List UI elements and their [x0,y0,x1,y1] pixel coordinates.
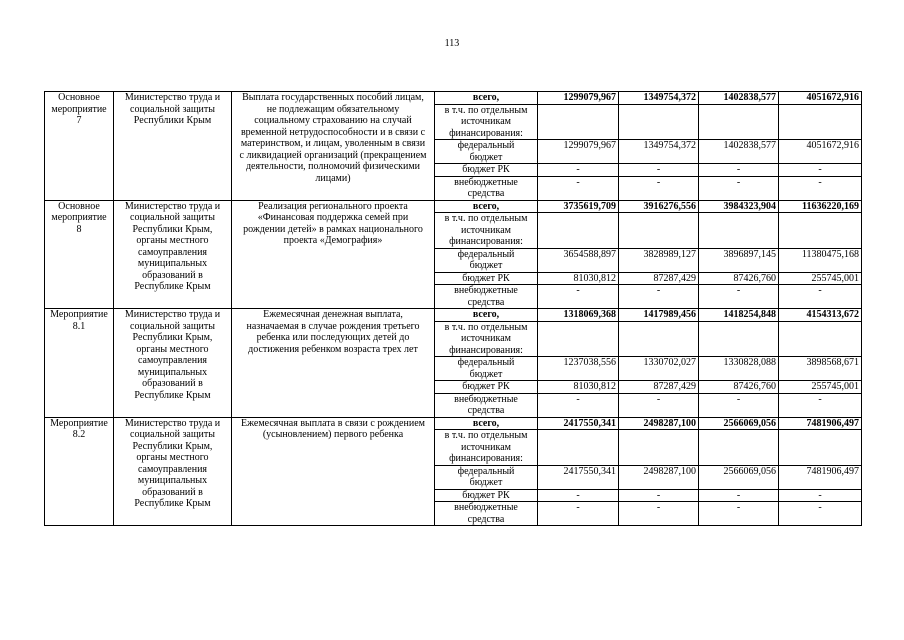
funding-source-line: источникам [461,441,511,453]
funding-source-line: внебюджетные [454,393,518,405]
value-cell: 1237038,556 [538,357,619,381]
value-cell: 3984323,904 [699,200,779,213]
executor-line: самоуправления [137,355,208,366]
description-line: проекта «Демография» [283,235,383,246]
value-cell: 4051672,916 [779,140,862,164]
funding-source-line: бюджет [469,260,503,271]
description-line: с ликвидацией организаций (прекращением [239,149,427,161]
value-cell: - [538,285,619,309]
funding-source-cell [435,164,538,177]
value-cell: - [619,502,699,526]
value-cell: 3916276,556 [619,200,699,213]
funding-source-line: всего, [472,309,500,320]
funding-source-line: бюджет [469,368,503,380]
value-cell: - [779,489,862,502]
description-line: не подлежащим обязательному [266,103,400,115]
funding-source-line: всего, [472,417,500,429]
page-number: 113 [444,38,460,49]
funding-source-line: в т.ч. по отдельным [444,430,528,441]
value-cell [779,321,862,357]
executor-line: Республике Крым [134,498,211,509]
executor-cell [114,309,232,418]
value-cell [779,430,862,466]
value-cell: - [699,164,779,177]
description-line: достижения ребенком возраста трех лет [248,343,418,355]
value-cell: 1349754,372 [619,92,699,105]
executor-line: муниципальных [137,475,208,486]
funding-source-cell [435,309,538,322]
funding-source-line: федеральный [457,357,515,368]
value-cell: 1299079,967 [538,140,619,164]
executor-line: социальной защиты [130,429,215,440]
funding-source-line: бюджет [469,151,503,163]
value-cell: - [619,393,699,417]
activity-number-line: Основное [58,92,100,103]
value-cell: - [779,176,862,200]
value-cell [779,213,862,249]
table-row [45,417,862,430]
funding-source-line: внебюджетные [454,176,518,188]
value-cell: 11636220,169 [779,200,862,213]
value-cell [619,213,699,249]
executor-line: органы местного [136,452,209,463]
funding-source-line: источникам [461,333,511,344]
value-cell: - [699,489,779,502]
value-cell [779,104,862,140]
funding-source-cell [435,430,538,466]
value-cell [538,321,619,357]
funding-source-cell [435,502,538,526]
executor-cell [114,200,232,309]
executor-line: Министерство труда и [124,200,221,212]
table-row [45,200,862,213]
funding-source-cell [435,200,538,213]
funding-source-line: всего, [472,200,500,212]
value-cell [619,104,699,140]
value-cell: 1330828,088 [699,357,779,381]
funding-source-line: в т.ч. по отдельным [444,104,528,116]
activity-number-cell [45,309,114,418]
value-cell [699,321,779,357]
value-cell: 3828989,127 [619,248,699,272]
value-cell: 2498287,100 [619,465,699,489]
activity-number-line: 8.1 [72,320,86,332]
value-cell: 255745,001 [779,272,862,285]
executor-line: образований в [142,486,203,498]
funding-source-line: федеральный [457,140,515,151]
activity-number-line: 8.2 [72,429,86,440]
funding-source-line: средства [467,188,505,199]
activity-number-line: Мероприятие [50,309,108,320]
description-line: социальному страхованию на случай [254,115,412,126]
funding-source-line: бюджет РК [462,272,510,284]
description-line: (усыновлением) первого ребенка [262,429,404,440]
executor-line: социальной защиты [130,103,215,115]
funding-source-cell [435,104,538,140]
value-cell: - [779,285,862,309]
value-cell: - [699,393,779,417]
funding-source-line: финансирования: [449,344,523,356]
description-cell [232,92,435,201]
value-cell: - [619,176,699,200]
value-cell: - [779,393,862,417]
funding-source-cell [435,248,538,272]
funding-source-cell [435,489,538,502]
funding-source-cell [435,381,538,394]
value-cell: 2566069,056 [699,417,779,430]
funding-source-cell [435,92,538,105]
value-cell: 7481906,497 [779,417,862,430]
description-line: назначаемая в случае рождения третьего [246,320,420,332]
executor-cell [114,92,232,201]
value-cell: 2566069,056 [699,465,779,489]
value-cell: 81030,812 [538,381,619,394]
value-cell [699,430,779,466]
funding-source-line: источникам [461,116,511,127]
funding-source-line: бюджет [469,477,503,488]
activity-number-line: Основное [58,200,100,212]
executor-line: Республики Крым, [132,332,213,343]
value-cell: 1330702,027 [619,357,699,381]
value-cell [538,430,619,466]
activity-number-line: мероприятие [51,212,107,223]
executor-line: органы местного [136,235,209,246]
funding-source-line: всего, [472,92,500,103]
description-line: Ежемесячная выплата в связи с рождением [241,417,425,429]
description-cell [232,417,435,526]
executor-line: Министерство труда и [124,417,221,429]
funding-source-line: средства [467,405,505,416]
executor-line: Министерство труда и [124,92,221,103]
value-cell: - [538,393,619,417]
funding-source-line: в т.ч. по отдельным [444,213,528,224]
description-line: Ежемесячная денежная выплата, [263,309,403,320]
executor-line: образований в [142,269,203,281]
activity-number-cell [45,200,114,309]
value-cell: 1318069,368 [538,309,619,322]
value-cell: - [699,285,779,309]
funding-source-line: источникам [461,224,511,236]
value-cell: 4051672,916 [779,92,862,105]
value-cell: - [619,489,699,502]
description-cell [232,309,435,418]
funding-source-cell [435,285,538,309]
description-line: «Финансовая поддержка семей при [257,212,409,223]
executor-line: социальной защиты [130,212,215,223]
budget-table [44,91,862,526]
description-line: материнством, и лицам, уволенным в связи [240,138,426,149]
value-cell: 87287,429 [619,381,699,394]
value-cell: 1417989,456 [619,309,699,322]
executor-line: Республике Крым [134,281,211,292]
funding-source-line: финансирования: [449,453,523,464]
value-cell: - [538,176,619,200]
value-cell: 255745,001 [779,381,862,394]
executor-line: Республике Крым [134,389,211,401]
value-cell: - [538,502,619,526]
activity-number-cell [45,92,114,201]
table-row [45,309,862,322]
funding-source-cell [435,213,538,249]
value-cell: 7481906,497 [779,465,862,489]
funding-source-line: внебюджетные [454,285,518,296]
value-cell: 1402838,577 [699,92,779,105]
value-cell: 4154313,672 [779,309,862,322]
funding-source-line: финансирования: [449,236,523,247]
executor-line: муниципальных [137,366,208,378]
executor-line: социальной защиты [130,320,215,332]
value-cell: 11380475,168 [779,248,862,272]
value-cell: 2498287,100 [619,417,699,430]
activity-number-line: Мероприятие [50,417,108,429]
funding-source-cell [435,272,538,285]
funding-source-line: бюджет РК [462,381,510,392]
value-cell: 1299079,967 [538,92,619,105]
value-cell: 87287,429 [619,272,699,285]
description-line: рождении детей» в рамках национального [243,223,423,235]
executor-line: муниципальных [137,258,208,269]
funding-source-cell [435,465,538,489]
funding-source-cell [435,321,538,357]
value-cell [699,213,779,249]
funding-source-line: финансирования: [449,127,523,139]
value-cell: 3735619,709 [538,200,619,213]
value-cell: - [538,164,619,177]
value-cell: - [779,502,862,526]
funding-source-cell [435,417,538,430]
description-line: Реализация регионального проекта [258,200,408,212]
value-cell: - [619,285,699,309]
funding-source-line: внебюджетные [454,502,518,513]
value-cell: - [779,164,862,177]
value-cell [619,430,699,466]
value-cell: 3896897,145 [699,248,779,272]
description-line: ребенка или последующих детей до [256,332,410,343]
description-line: временной нетрудоспособности и в связи с [240,126,426,138]
value-cell: 3654588,897 [538,248,619,272]
description-line: Выплата государственных пособий лицам, [242,92,424,103]
funding-source-line: бюджет РК [462,164,510,175]
funding-source-cell [435,357,538,381]
value-cell: 1349754,372 [619,140,699,164]
funding-source-cell [435,393,538,417]
funding-source-cell [435,176,538,200]
funding-source-line: федеральный [457,248,515,260]
executor-line: Республики Крым, [132,440,213,452]
value-cell: - [699,176,779,200]
executor-line: Республики Крым, [132,223,213,235]
value-cell: - [619,164,699,177]
value-cell: 87426,760 [699,272,779,285]
table-row [45,92,862,105]
description-line: лицами) [315,172,351,184]
activity-number-cell [45,417,114,526]
executor-line: образований в [142,378,203,389]
executor-line: самоуправления [137,246,208,258]
value-cell [619,321,699,357]
value-cell: 1402838,577 [699,140,779,164]
value-cell: 87426,760 [699,381,779,394]
value-cell: 3898568,671 [779,357,862,381]
funding-source-line: бюджет РК [462,489,510,501]
executor-line: Министерство труда и [124,309,221,320]
funding-source-line: федеральный [457,465,515,477]
value-cell: 1418254,848 [699,309,779,322]
executor-cell [114,417,232,526]
value-cell [699,104,779,140]
value-cell: - [699,502,779,526]
executor-line: самоуправления [137,463,208,475]
value-cell: 2417550,341 [538,465,619,489]
description-cell [232,200,435,309]
value-cell: 2417550,341 [538,417,619,430]
activity-number-line: мероприятие [51,103,107,115]
activity-number-line: 7 [76,115,82,126]
description-line: деятельности, полномочий физическими [245,161,421,172]
value-cell: 81030,812 [538,272,619,285]
activity-number-line: 8 [76,223,82,235]
value-cell [538,104,619,140]
funding-source-line: средства [467,296,505,308]
funding-source-cell [435,140,538,164]
value-cell [538,213,619,249]
funding-source-line: в т.ч. по отдельным [444,321,528,333]
value-cell: - [538,489,619,502]
executor-line: органы местного [136,343,209,355]
funding-source-line: средства [467,513,505,525]
executor-line: Республики Крым [133,115,212,126]
